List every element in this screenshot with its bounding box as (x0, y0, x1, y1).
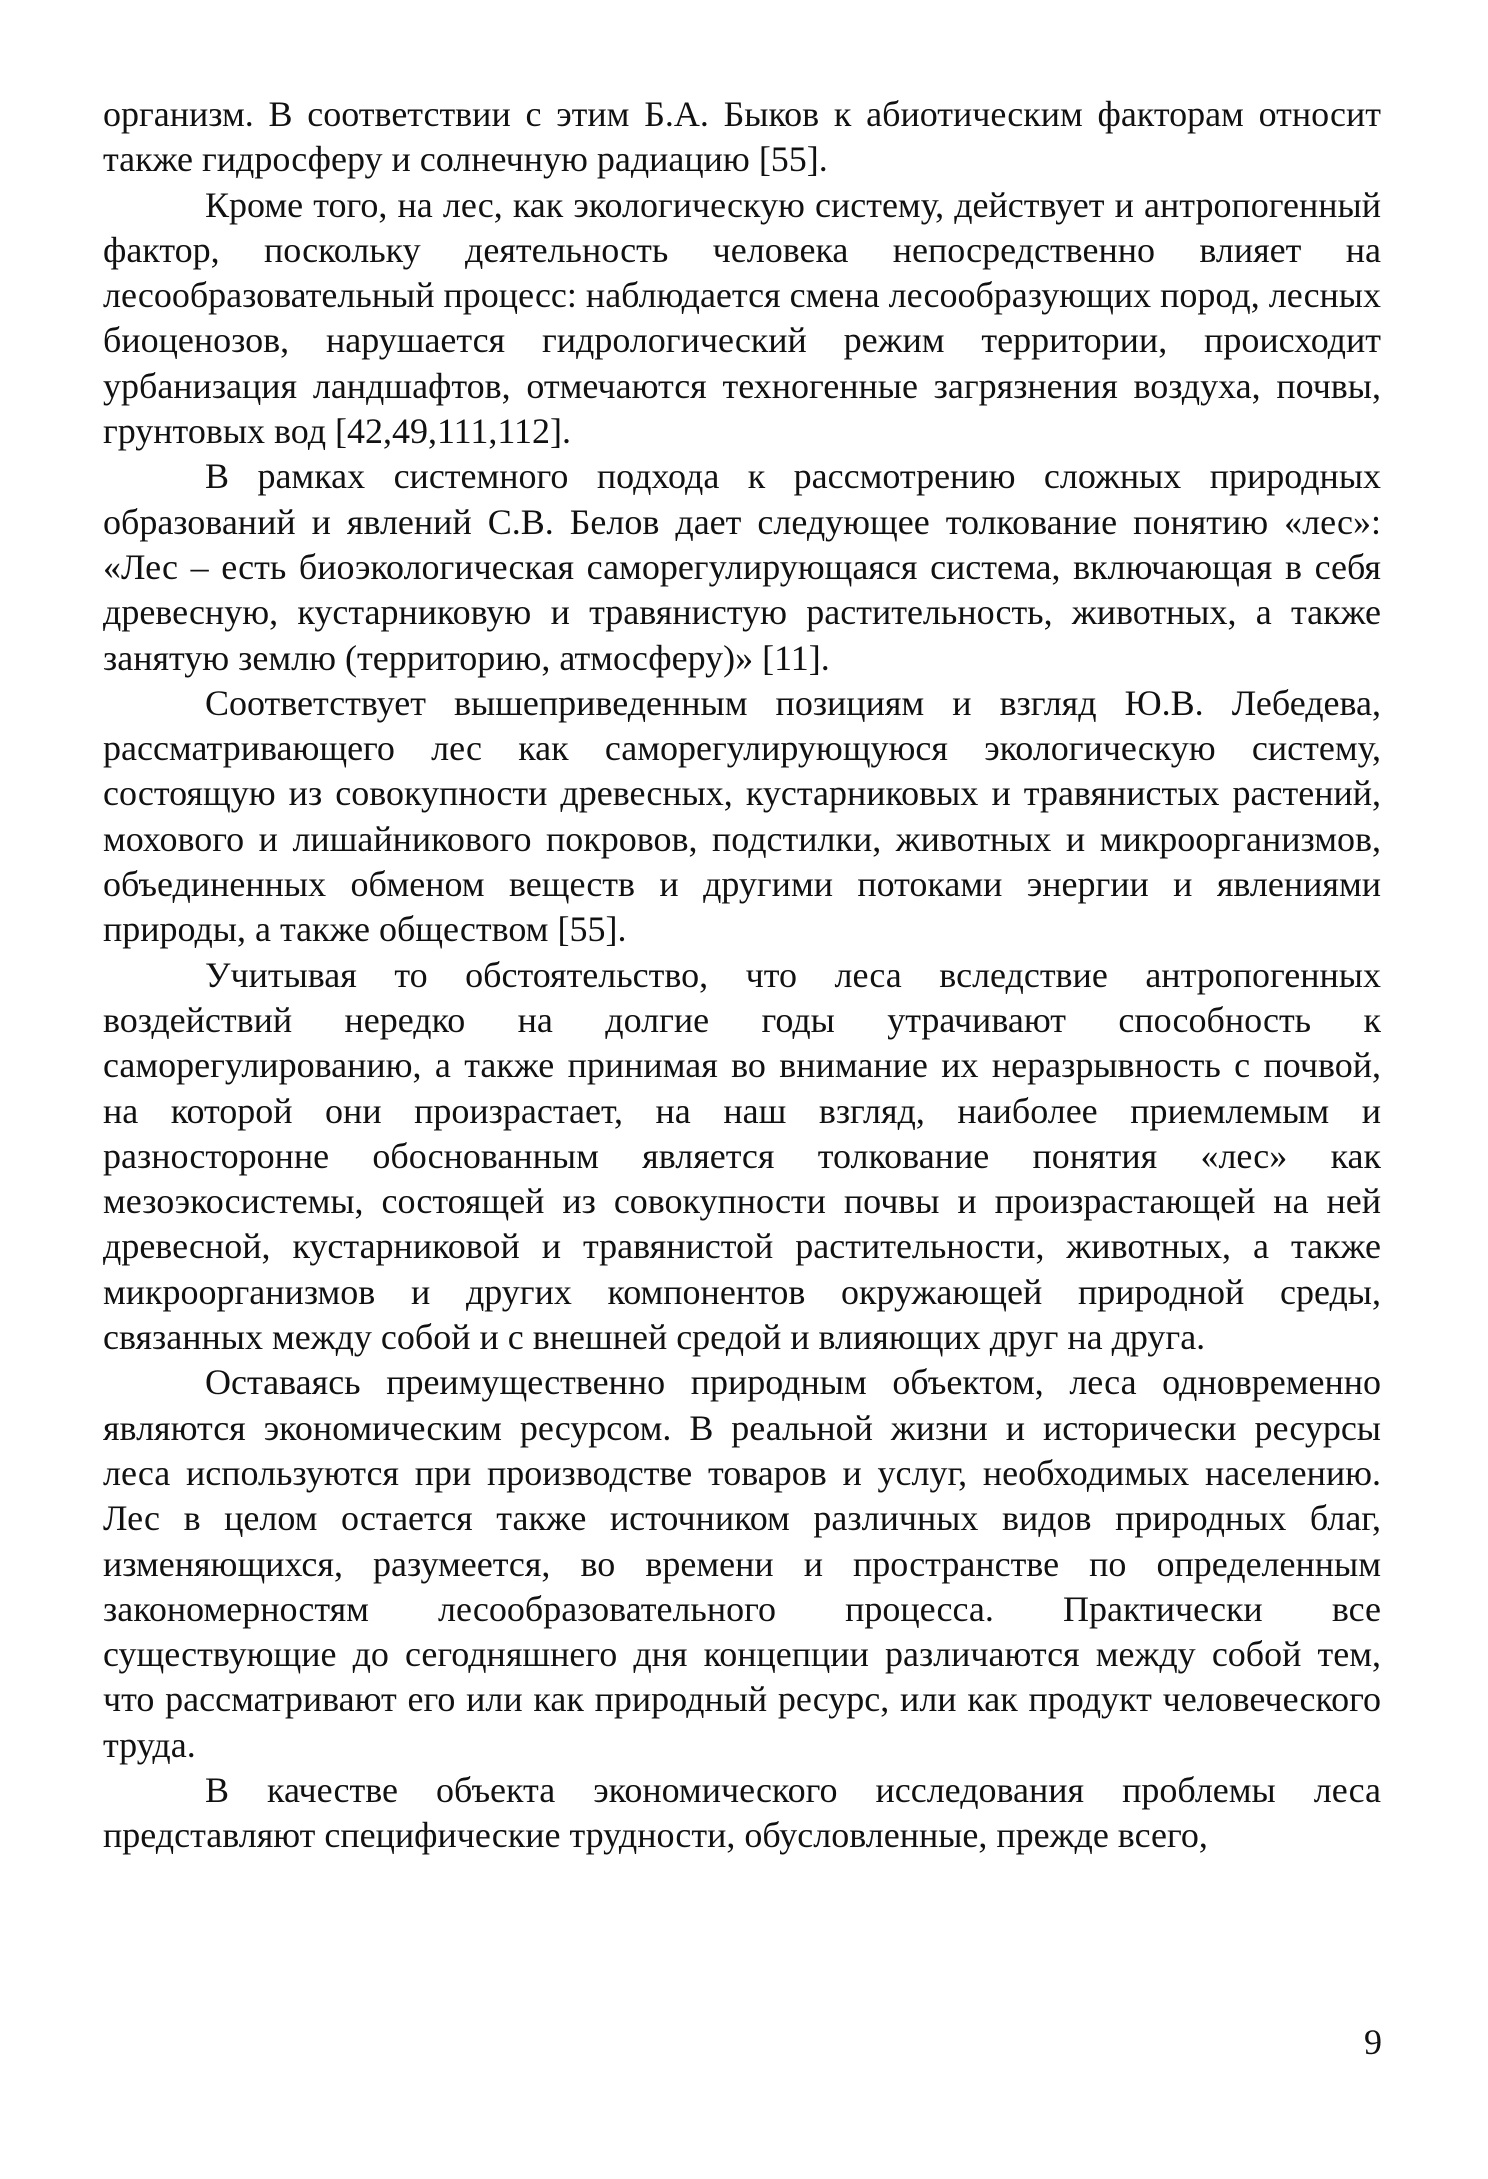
paragraph-3: В рамках системного подхода к рассмотрению сложных природных образований и явлений С.В. Белов дает следующее толкование понятию «лес»: «Лес – есть биоэкологическая саморегулирующаяся система, включающая в себя древесную, кустарниковую и травянистую растительность, животных, а также занятую землю (территорию, атмосферу)» [11]. (103, 456, 1381, 678)
page-number: 9 (1364, 2022, 1382, 2062)
paragraph-7: В качестве объекта экономического исследования проблемы леса представляют специфические трудности, обусловленные, прежде всего, (103, 1769, 1381, 1856)
paragraph-5: Учитывая то обстоятельство, что леса вследствие антропогенных воздействий нередко на долгие годы утрачивают способность к саморегулированию, а также принимая во внимание их неразрывность с почвой, на которой они произрастает, на наш взгляд, наиболее приемлемым и разносторонне обоснованным является толкование понятия «лес» как мезоэкосистемы, состоящей из совокупности почвы и произрастающей на ней древесной, кустарниковой и травянистой растительности, животных, а также микроорганизмов и других компонентов окружающей природной среды, связанных между собой и с внешней средой и влияющих друг на друга. (103, 954, 1381, 1358)
body-text (103, 92, 1381, 1859)
paragraph-2: Кроме того, на лес, как экологическую систему, действует и антропогенный фактор, поскольку деятельность человека непосредственно влияет на лесообразовательный процесс: наблюдается смена лесообразующих пород, лесных биоценозов, нарушается гидрологический режим территории, происходит урбанизация ландшафтов, отмечаются техногенные загрязнения воздуха, почвы, грунтовых вод [42,49,111,112]. (103, 184, 1381, 452)
paragraph-1: организм. В соответствии с этим Б.А. Быков к абиотическим факторам относит также гидросферу и солнечную радиацию [55]. (103, 94, 1381, 180)
paragraph-4: Соответствует вышеприведенным позициям и взгляд Ю.В. Лебедева, рассматривающего лес как саморегулирующуюся экологическую систему, состоящую из совокупности древесных, кустарниковых и травянистых растений, мохового и лишайникового покровов, подстилки, животных и микроорганизмов, объединенных обменом веществ и другими потоками энергии и явлениями природы, а также обществом [55]. (103, 682, 1381, 950)
paragraph-6: Оставаясь преимущественно природным объектом, леса одновременно являются экономическим ресурсом. В реальной жизни и исторически ресурсы леса используются при производстве товаров и услуг, необходимых населению. Лес в целом остается также источником различных видов природных благ, изменяющихся, разумеется, во времени и пространстве по определенным закономерностям лесообразовательного процесса. Практически все существующие до сегодняшнего дня концепции различаются между собой тем, что рассматривают его или как природный ресурс, или как продукт человеческого труда. (103, 1362, 1381, 1765)
